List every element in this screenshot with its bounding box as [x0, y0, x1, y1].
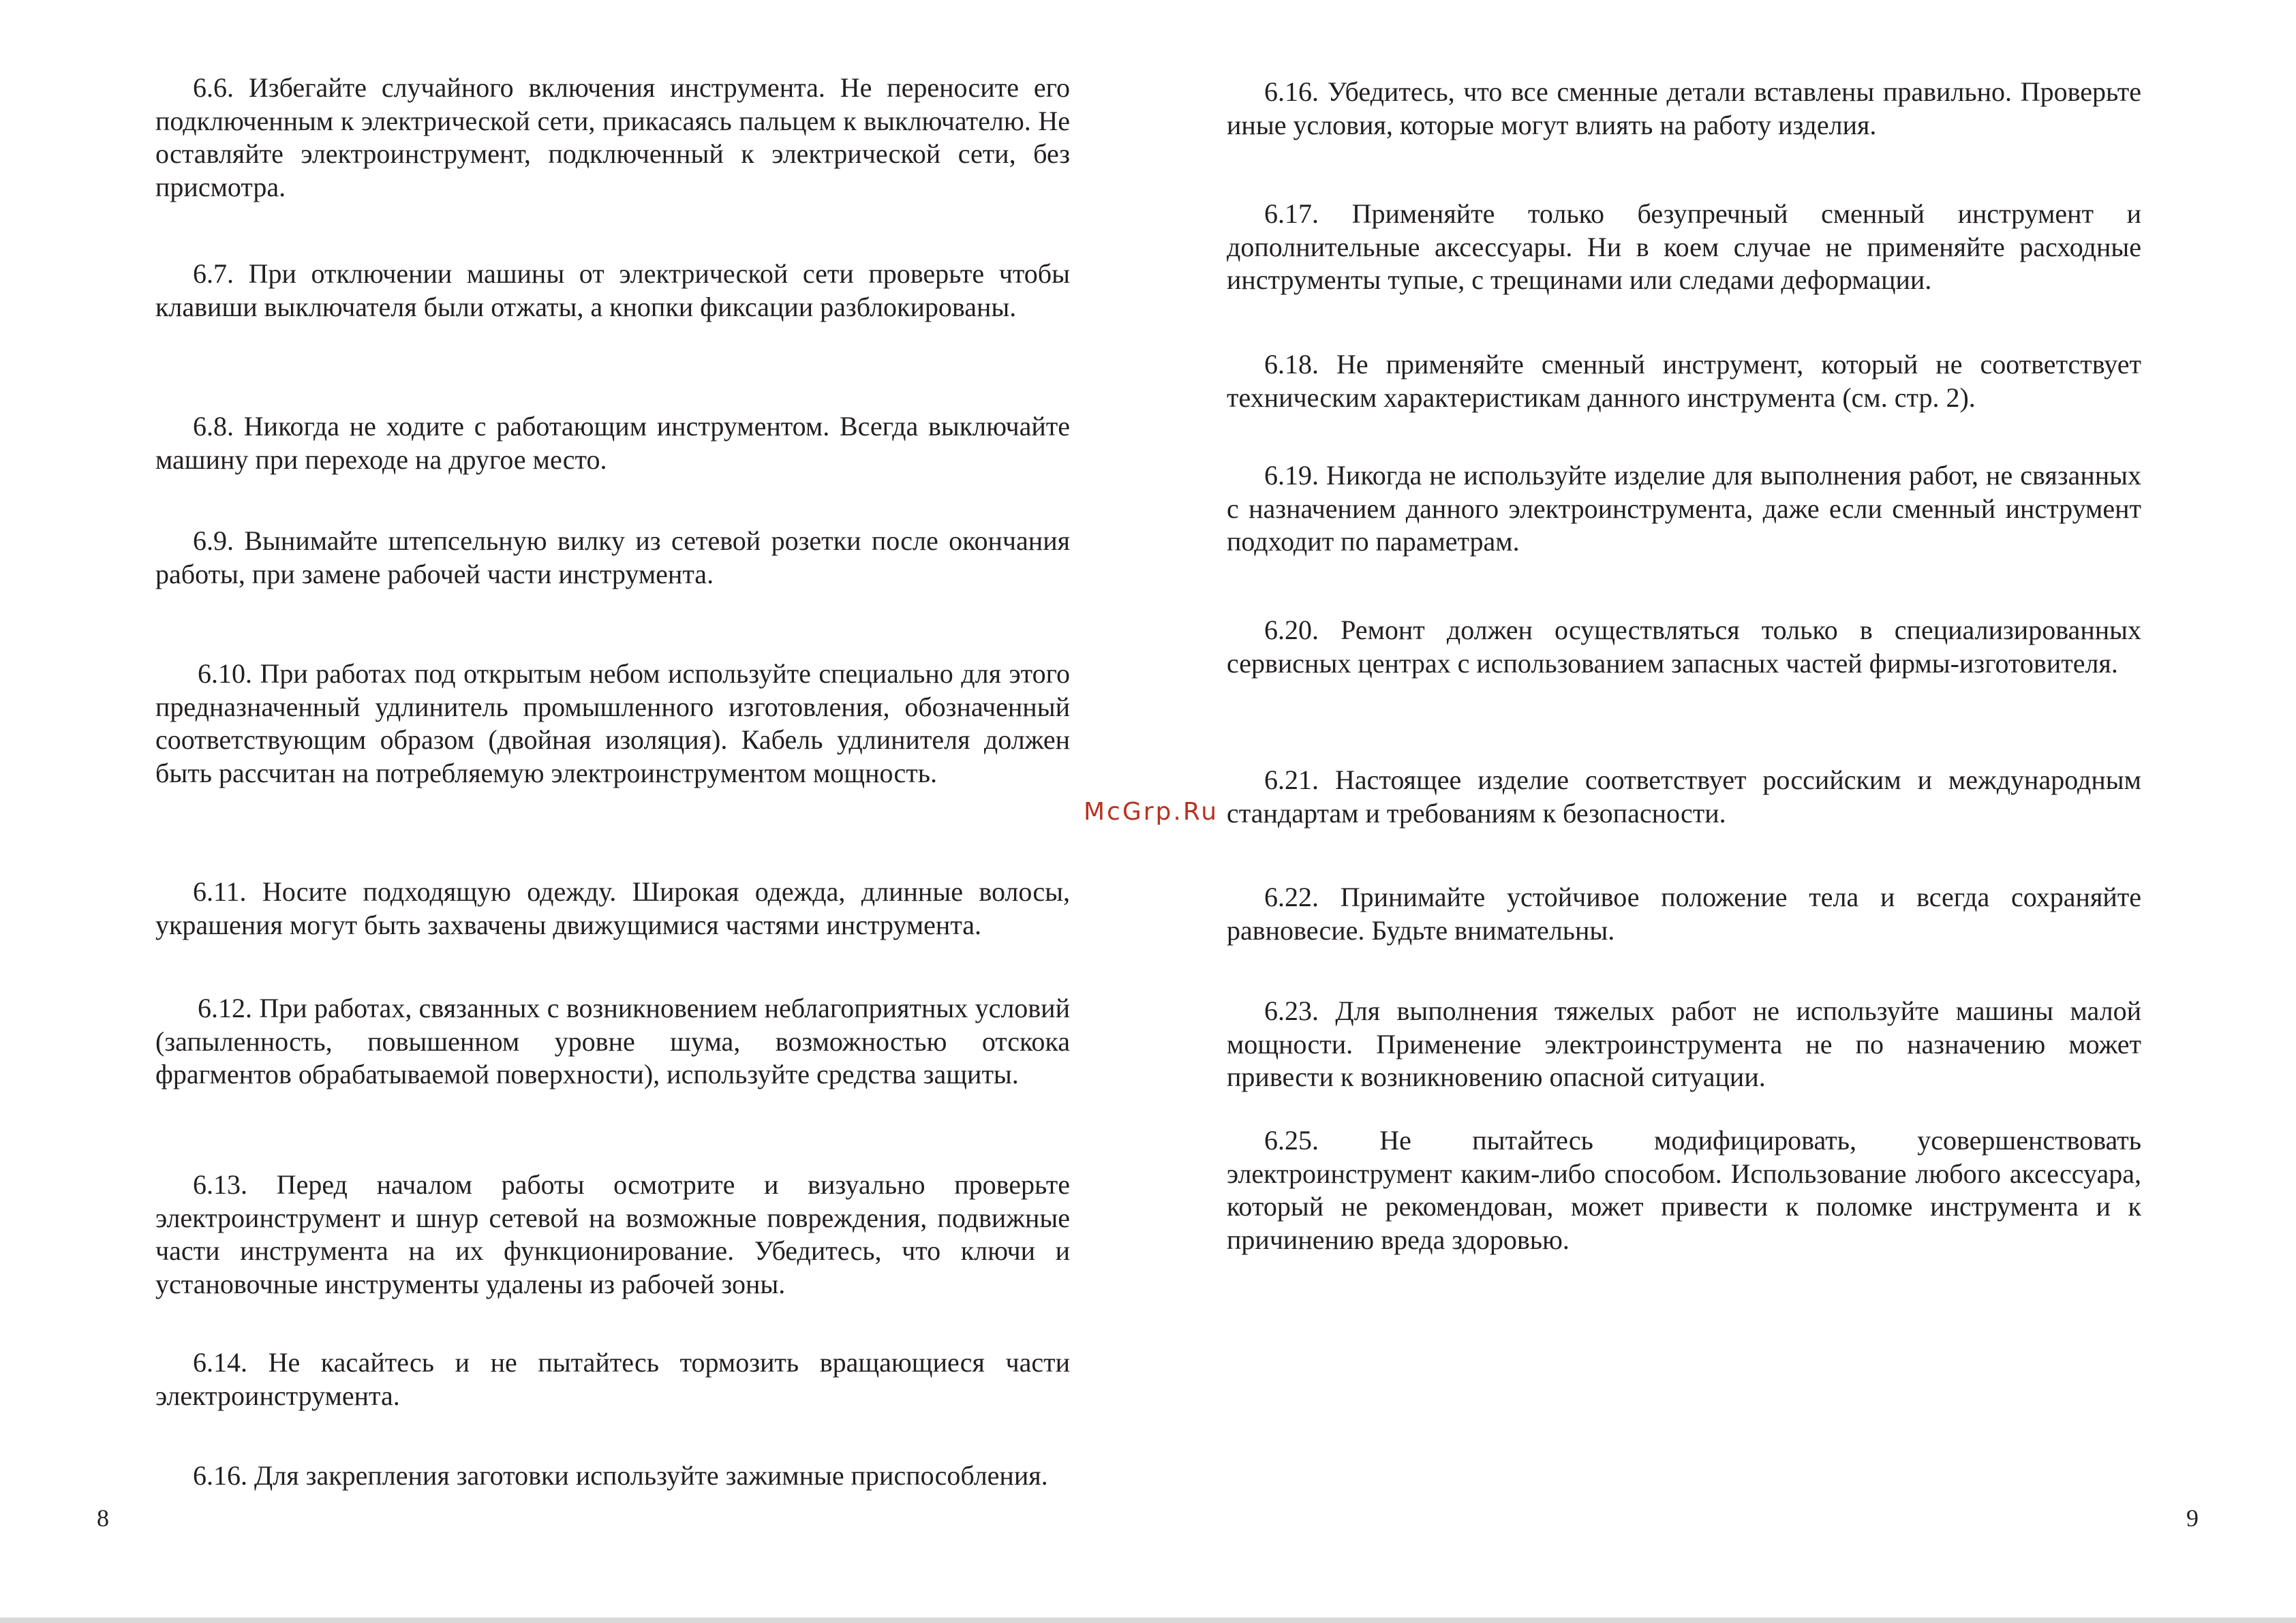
- paragraph-6-16-left: 6.16. Для закрепления заготовки используйте зажимные приспособления.: [193, 1460, 1048, 1491]
- paragraph-6-17: 6.17. Применяйте только безупречный сменный инструмент и дополнительные аксессуары. Ни в коем случае не применяйте расходные инструменты тупые, с трещинами или следами деформации.: [1227, 198, 2141, 295]
- paragraph-6-6: 6.6. Избегайте случайного включения инструмента. Не переносите его подключенным к электрической сети, прикасаясь пальцем к выключателю. Не оставляйте электроинструмент, подключенный к электрической сети, без присмотра.: [155, 72, 1070, 202]
- paragraph-6-13: 6.13. Перед началом работы осмотрите и визуально проверьте электроинструмент и шнур сетевой на возможные повреждения, подвижные части инструмента на их функционирование. Убедитесь, что ключи и установочные инструменты удалены из рабочей зоны.: [155, 1169, 1070, 1299]
- paragraph-6-16-right: 6.16. Убедитесь, что все сменные детали вставлены правильно. Проверьте иные условия, которые могут влиять на работу изделия.: [1227, 76, 2141, 140]
- paragraph-6-18: 6.18. Не применяйте сменный инструмент, который не соответствует техническим характеристикам данного инструмента (см. стр. 2).: [1227, 349, 2141, 413]
- paragraph-6-8: 6.8. Никогда не ходите с работающим инструментом. Всегда выключайте машину при переходе на другое место.: [155, 411, 1070, 475]
- paragraph-6-22: 6.22. Принимайте устойчивое положение тела и всегда сохраняйте равновесие. Будьте внимательны.: [1227, 882, 2141, 946]
- paragraph-6-9: 6.9. Вынимайте штепсельную вилку из сетевой розетки после окончания работы, при замене рабочей части инструмента.: [155, 525, 1070, 589]
- paragraph-6-23: 6.23. Для выполнения тяжелых работ не используйте машины малой мощности. Применение электроинструмента не по назначению может привести к возникновению опасной ситуации.: [1227, 995, 2141, 1092]
- paragraph-6-7: 6.7. При отключении машины от электрической сети проверьте чтобы клавиши выключателя были отжаты, а кнопки фиксации разблокированы.: [155, 258, 1070, 322]
- bottom-divider: [0, 1618, 2296, 1623]
- paragraph-6-19: 6.19. Никогда не используйте изделие для выполнения работ, не связанных с назначением данного электроинструмента, даже если сменный инструмент подходит по параметрам.: [1227, 460, 2141, 557]
- paragraph-6-21: 6.21. Настоящее изделие соответствует российским и международным стандартам и требованиям к безопасности.: [1227, 764, 2141, 829]
- paragraph-6-11: 6.11. Носите подходящую одежду. Широкая одежда, длинные волосы, украшения могут быть захвачены движущимися частями инструмента.: [155, 876, 1070, 940]
- paragraph-6-10: 6.10. При работах под открытым небом используйте специально для этого предназначенный удлинитель промышленного изготовления, обозначенный соответствующим образом (двойная изоляция). Кабель удлинителя должен быть рассчитан на потребляемую электроинструментом мощность.: [155, 658, 1070, 788]
- paragraph-6-14: 6.14. Не касайтесь и не пытайтесь тормозить вращающиеся части электроинструмента.: [155, 1347, 1070, 1411]
- page-number-left: 8: [97, 1504, 109, 1532]
- page-number-right: 9: [2186, 1504, 2199, 1532]
- paragraph-6-25: 6.25. Не пытайтесь модифицировать, усовершенствовать электроинструмент каким-либо способом. Использование любого аксессуара, который не рекомендован, может привести к поломке инструмента и к причинению вреда здоровью.: [1227, 1125, 2141, 1255]
- watermark-logo[interactable]: McGrp.Ru: [1084, 798, 1219, 826]
- paragraph-6-20: 6.20. Ремонт должен осуществляться только в специализированных сервисных центрах с использованием запасных частей фирмы-изготовителя.: [1227, 615, 2141, 679]
- paragraph-6-12: 6.12. При работах, связанных с возникновением неблагоприятных условий (запыленность, повышенном уровне шума, возможностью отскока фрагментов обрабатываемой поверхности), используйте средства защиты.: [155, 993, 1070, 1089]
